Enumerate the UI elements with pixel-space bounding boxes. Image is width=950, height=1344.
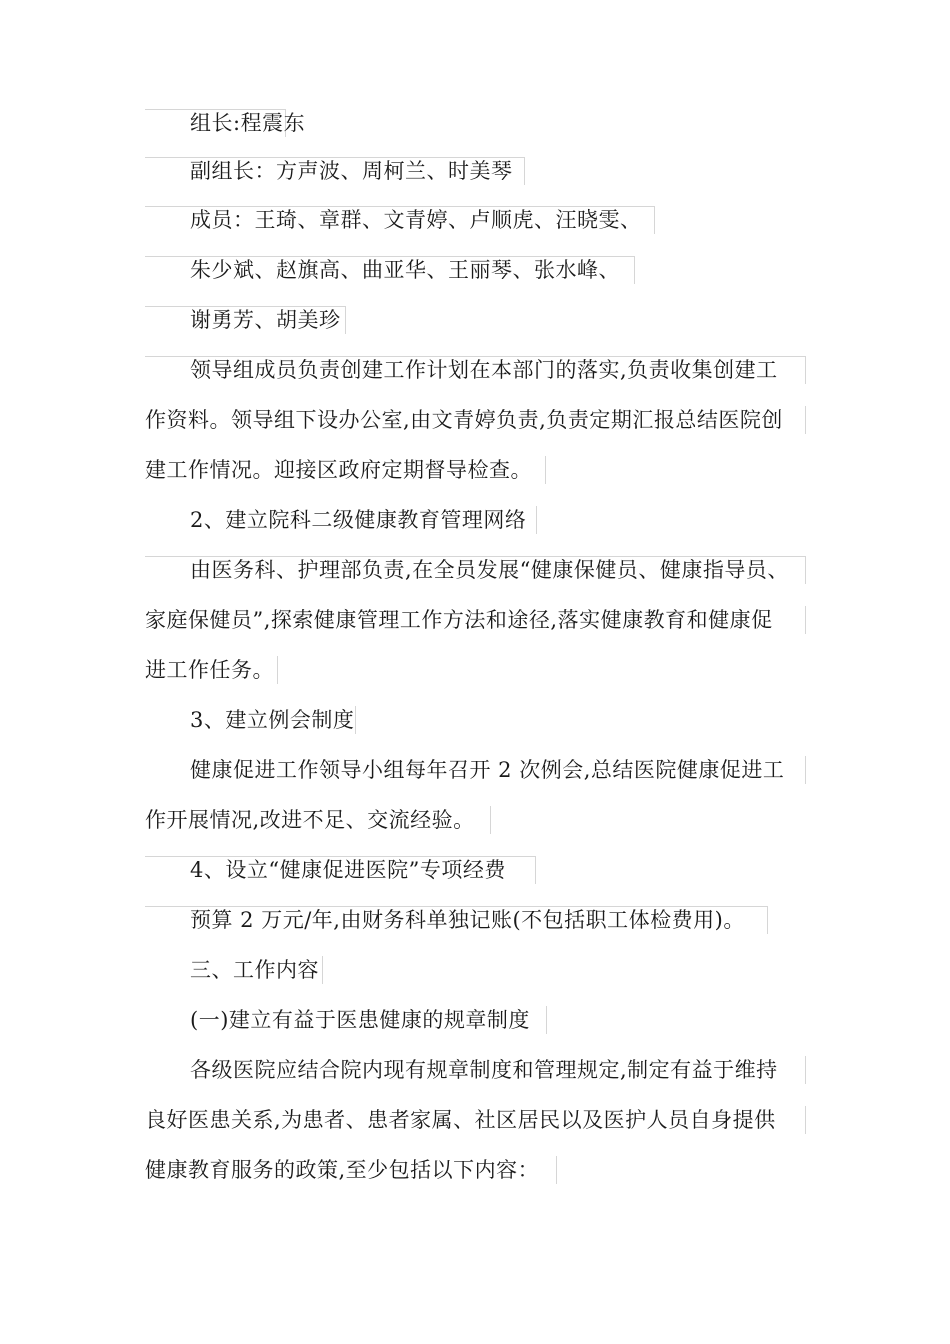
line-rule: [805, 356, 806, 384]
line-rule: [345, 306, 346, 334]
line-rule: [805, 1056, 806, 1084]
line-rule: [545, 456, 546, 484]
line-rule: [805, 606, 806, 634]
line-rule: [767, 906, 768, 934]
section-heading-funding: 4、设立“健康促进医院”专项经费: [190, 858, 506, 882]
paragraph-line: 家庭保健员”,探索健康管理工作方法和途径,落实健康教育和健康促: [145, 608, 773, 632]
line-rule: [805, 756, 806, 784]
line-rule: [556, 1156, 557, 1184]
paragraph-line: 建工作情况。迎接区政府定期督导检查。: [145, 458, 532, 482]
paragraph-line: 由医务科、护理部负责,在全员发展“健康保健员、健康指导员、: [190, 558, 789, 582]
paragraph-line: 良好医患关系,为患者、患者家属、社区居民以及医护人员自身提供: [145, 1108, 776, 1132]
section-heading-meetings: 3、建立例会制度: [190, 708, 355, 732]
line-rule: [654, 206, 655, 234]
paragraph-line: 进工作任务。: [145, 658, 274, 682]
paragraph-line-budget: 预算 2 万元/年,由财务科单独记账(不包括职工体检费用)。: [190, 908, 745, 932]
line-rule: [805, 1106, 806, 1134]
line-rule: [546, 1006, 547, 1034]
paragraph-line: 作资料。领导组下设办公室,由文青婷负责,负责定期汇报总结医院创: [145, 408, 783, 432]
line-rule: [524, 157, 525, 185]
line-rule: [805, 406, 806, 434]
line-rule: [322, 956, 323, 984]
text-line-deputy-leaders: 副组长：方声波、周柯兰、时美琴: [190, 159, 513, 183]
line-rule: [536, 506, 537, 534]
paragraph-line: 领导组成员负责创建工作计划在本部门的落实,负责收集创建工: [190, 358, 778, 382]
line-rule: [277, 656, 278, 684]
paragraph-line: 健康教育服务的政策,至少包括以下内容：: [145, 1158, 540, 1182]
text-line-members-end: 谢勇芳、胡美珍: [190, 308, 341, 332]
section-heading-work-content: 三、工作内容: [190, 958, 319, 982]
paragraph-line: 各级医院应结合院内现有规章制度和管理规定,制定有益于维持: [190, 1058, 778, 1082]
section-heading-network: 2、建立院科二级健康教育管理网络: [190, 508, 527, 532]
line-rule: [634, 256, 635, 284]
paragraph-line: 健康促进工作领导小组每年召开 2 次例会,总结医院健康促进工: [190, 758, 785, 782]
line-rule: [355, 706, 356, 734]
text-line-members: 成员：王琦、章群、文青婷、卢顺虎、汪晓雯、: [190, 208, 642, 232]
paragraph-line: 作开展情况,改进不足、交流经验。: [145, 808, 475, 832]
subsection-heading-rules: (一)建立有益于医患健康的规章制度: [190, 1008, 530, 1032]
line-rule: [535, 856, 536, 884]
line-rule: [805, 556, 806, 584]
text-line-members-cont: 朱少斌、赵旗高、曲亚华、王丽琴、张水峰、: [190, 258, 620, 282]
line-rule: [490, 806, 491, 834]
text-line-group-leader: 组长:程震东: [190, 111, 306, 135]
